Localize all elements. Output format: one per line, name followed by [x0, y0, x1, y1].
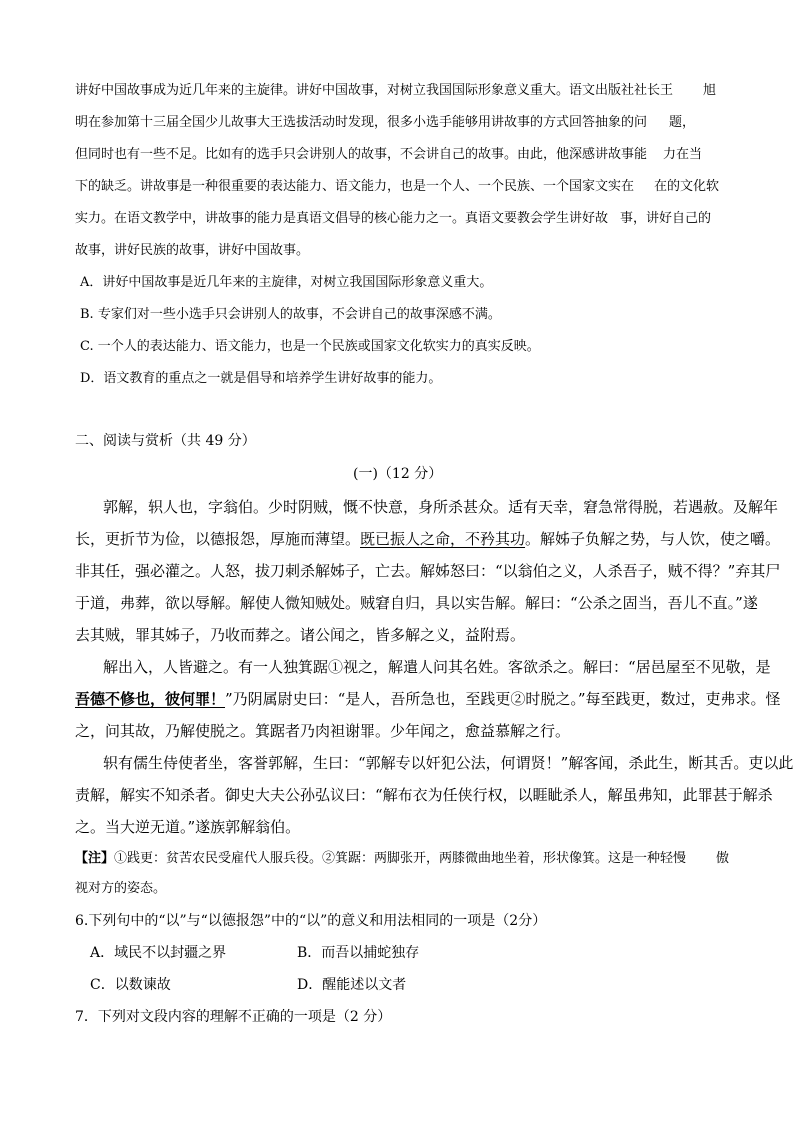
- note-line-1: 【注】①践更：贫苦农民受雇代人服兵役。②箕踞：两脚张开，两膝微曲地坐着，形状像箕。这是一种轻慢 傲: [75, 851, 730, 866]
- passage-subheading: (一)（12 分）: [353, 466, 443, 482]
- underlined-sentence-1: 既已振人之命，不矜其功: [360, 530, 526, 548]
- note-label: 【注】: [75, 851, 115, 866]
- q6-stem: 6.下列句中的“以”与“以德报怨”中的“以”的意义和用法相同的一项是（2分）: [75, 913, 547, 929]
- passage-p3-line-3: 之。当大逆无道。”遂族郭解翁伯。: [75, 818, 301, 836]
- passage-p3-line-2: 责解，解实不知杀者。御史大夫公孙弘议曰：“解布衣为任侠行权，以睚眦杀人，解虽弗知，此罪甚于解杀: [75, 786, 773, 804]
- passage-p3-line-1: 轵有儒生侍使者坐，客誉郭解，生曰：“郭解专以奸犯公法，何谓贤！”解客闻，杀此生，断其舌。吏以此: [103, 754, 794, 772]
- passage-p1-line-4: 于道，弗葬，欲以辱解。解使人微知贼处。贼窘自归，具以实告解。解曰：“公杀之固当，吾儿不直。”遂: [75, 594, 758, 612]
- intro-line-4: 下的缺乏。讲故事是一种很重要的表达能力、语文能力，也是一个人、一个民族、一个国家文实在 在的文化软: [75, 179, 720, 194]
- intro-line-5: 实力。在语文教学中，讲故事的能力是真语文倡导的核心能力之一。真语文要教会学生讲好故 事，讲好自己的: [75, 211, 712, 226]
- passage-p2-line-1: 解出入，人皆避之。有一人独箕踞①视之，解遣人问其名姓。客欲杀之。解曰：“居邑屋至不见敬，是: [103, 658, 771, 676]
- passage-p2-line-3: 之，问其故，乃解使脱之。箕踞者乃肉袒谢罪。少年闻之，愈益慕解之行。: [75, 722, 571, 740]
- q6-option-c[interactable]: C．以数谏故: [90, 977, 171, 993]
- q5-option-d[interactable]: D．语文教育的重点之一就是倡导和培养学生讲好故事的能力。: [80, 371, 442, 386]
- intro-line-2: 明在参加第十三届全国少儿故事大王选拔活动时发现，很多小选手能够用讲故事的方式回答抽象的问 题，: [75, 115, 696, 130]
- passage-p1-line-1: 郭解，轵人也，字翁伯。少时阴贼，慨不快意，身所杀甚众。适有天幸，窘急常得脱，若遇赦。及解年: [103, 498, 779, 516]
- intro-line-1: 讲好中国故事成为近几年来的主旋律。讲好中国故事，对树立我国国际形象意义重大。语文出版社社长王 旭: [75, 83, 717, 98]
- underlined-sentence-2: 吾德不修也，彼何罪！: [75, 690, 226, 708]
- intro-line-6: 故事，讲好民族的故事，讲好中国故事。: [75, 243, 310, 258]
- q5-option-c[interactable]: C. 一个人的表达能力、语文能力，也是一个民族或国家文化软实力的真实反映。: [80, 339, 540, 354]
- q5-option-a[interactable]: A．讲好中国故事是近几年来的主旋律，对树立我国国际形象意义重大。: [80, 275, 493, 290]
- q6-option-a[interactable]: A．域民不以封疆之界: [90, 945, 227, 961]
- passage-p1-line-3: 非其任，强必灌之。人怒，拔刀刺杀解姊子，亡去。解姊怒曰：“以翁伯之义，人杀吾子，贼不得？”弃其尸: [75, 562, 781, 580]
- section-heading: 二、阅读与赏析（共 49 分）: [75, 433, 256, 449]
- passage-p1-line-5: 去其贼，罪其姊子，乃收而葬之。诸公闻之，皆多解之义，益附焉。: [75, 626, 526, 644]
- passage-p1-line-2: 长，更折节为俭，以德报怨，厚施而薄望。既已振人之命，不矜其功。解姊子负解之势，与人饮，使之嚼。: [75, 530, 781, 548]
- q6-option-d[interactable]: D．醒能述以文者: [297, 977, 407, 993]
- passage-p2-line-2: 吾德不修也，彼何罪！”乃阴属尉史曰：“是人，吾所急也，至践更②时脱之。”每至践更，数过，吏弗求。怪: [75, 690, 781, 708]
- q6-option-b[interactable]: B．而吾以捕蛇独存: [297, 945, 420, 961]
- q5-option-b[interactable]: B. 专家们对一些小选手只会讲别人的故事，不会讲自己的故事深感不满。: [80, 307, 501, 322]
- q7-stem: 7．下列对文段内容的理解不正确的一项是（2 分）: [75, 1009, 392, 1025]
- note-line-2: 视对方的姿态。: [75, 881, 167, 896]
- intro-line-3: 但同时也有一些不足。比如有的选手只会讲别人的故事，不会讲自己的故事。由此，他深感讲故事能 力在当: [75, 147, 703, 162]
